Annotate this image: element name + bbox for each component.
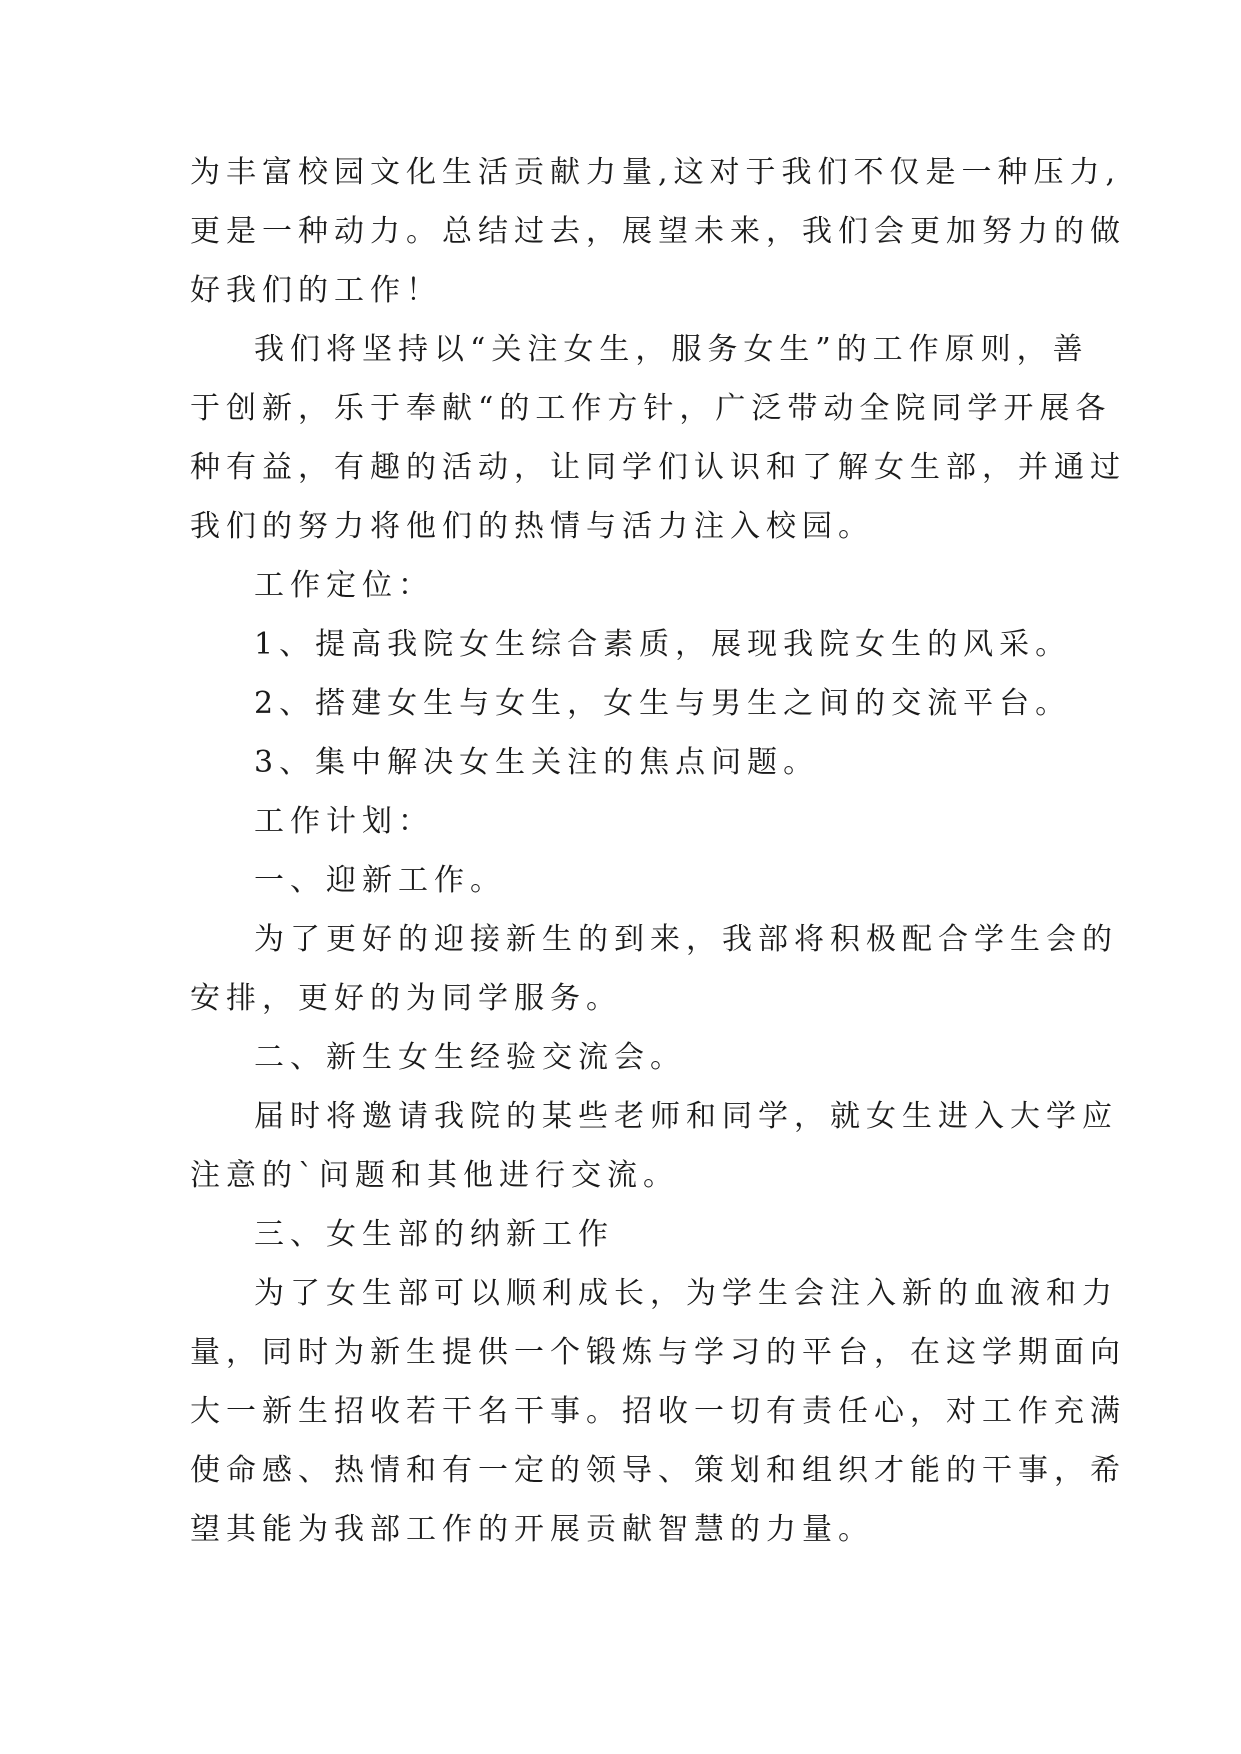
paragraph-line: 我们将坚持以“关注女生，服务女生”的工作原则，善 <box>254 332 1089 367</box>
section-heading: 工作计划： <box>254 804 434 839</box>
text-line: 我们的努力将他们的热情与活力注入校园。 <box>190 509 874 544</box>
list-item: 1、提高我院女生综合素质，展现我院女生的风采。 <box>254 627 1072 662</box>
text-line: 量，同时为新生提供一个锻炼与学习的平台，在这学期面向 <box>190 1335 1126 1370</box>
text-line: 使命感、热情和有一定的领导、策划和组织才能的干事，希 <box>190 1453 1126 1488</box>
paragraph-line: 为了女生部可以顺利成长，为学生会注入新的血液和力 <box>254 1276 1118 1311</box>
text-line: 更是一种动力。总结过去，展望未来，我们会更加努力的做 <box>190 214 1126 249</box>
text-line: 好我们的工作！ <box>190 273 442 308</box>
subsection-heading: 二、新生女生经验交流会。 <box>254 1040 686 1075</box>
list-item: 3、集中解决女生关注的焦点问题。 <box>254 745 820 780</box>
text-line: 注意的`问题和其他进行交流。 <box>190 1158 679 1193</box>
section-heading: 工作定位： <box>254 568 434 603</box>
text-line: 种有益，有趣的活动，让同学们认识和了解女生部，并通过 <box>190 450 1126 485</box>
text-line: 为丰富校园文化生活贡献力量,这对于我们不仅是一种压力, <box>190 155 1122 190</box>
text-line: 于创新，乐于奉献“的工作方针，广泛带动全院同学开展各 <box>190 391 1112 426</box>
subsection-heading: 一、迎新工作。 <box>254 863 506 898</box>
text-line: 望其能为我部工作的开展贡献智慧的力量。 <box>190 1512 874 1547</box>
text-line: 安排，更好的为同学服务。 <box>190 981 622 1016</box>
paragraph-line: 为了更好的迎接新生的到来，我部将积极配合学生会的 <box>254 922 1118 957</box>
text-line: 大一新生招收若干名干事。招收一切有责任心，对工作充满 <box>190 1394 1126 1429</box>
subsection-heading: 三、女生部的纳新工作 <box>254 1217 614 1252</box>
list-item: 2、搭建女生与女生，女生与男生之间的交流平台。 <box>254 686 1072 721</box>
paragraph-line: 届时将邀请我院的某些老师和同学，就女生进入大学应 <box>254 1099 1118 1134</box>
